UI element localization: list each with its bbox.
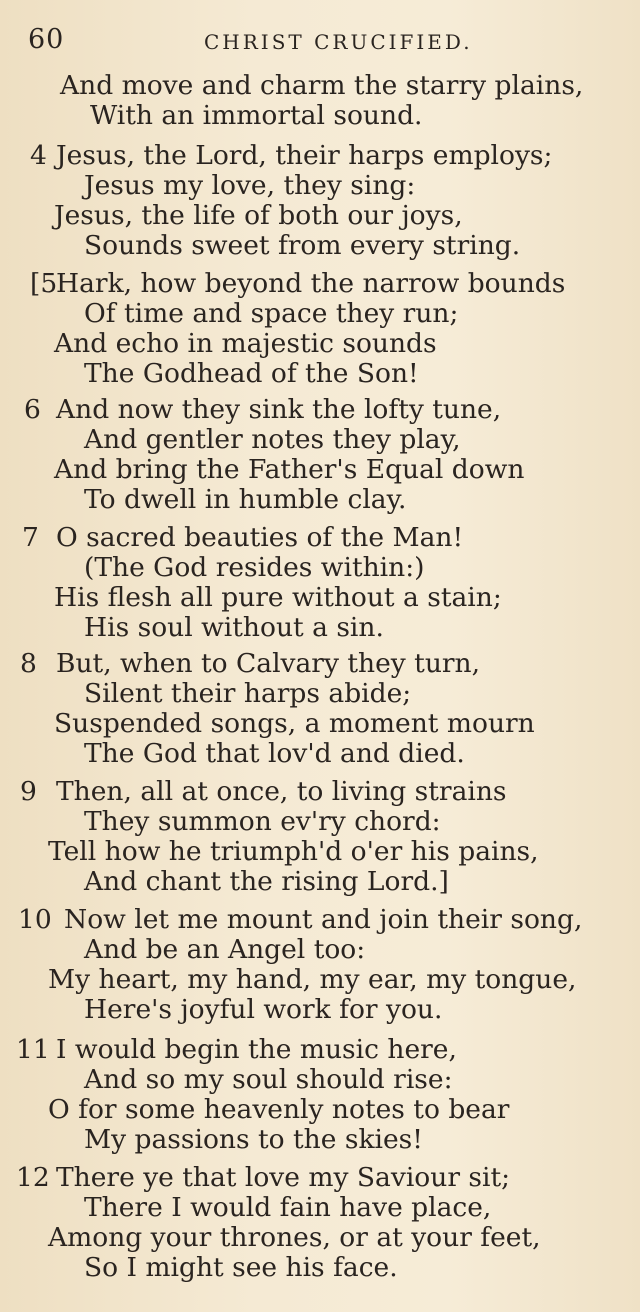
verse-line: Tell how he triumph'd o'er his pains, [48,836,539,867]
verse-line: And be an Angel too: [84,934,366,965]
verse-line: The Godhead of the Son! [84,358,419,389]
verse-line: And echo in majestic sounds [54,328,437,359]
verse-line: To dwell in humble clay. [84,484,407,515]
stanza-number: 9 [20,776,37,807]
stanza-number: 10 [18,904,52,935]
stanza-number: 4 [30,140,47,171]
verse-line: (The God resides within:) [84,552,425,583]
page-header [28,22,628,56]
verse-line: O sacred beauties of the Man! [56,522,464,553]
verse-line: His soul without a sin. [84,612,384,643]
page-number: 60 [28,24,65,55]
verse-line: My heart, my hand, my ear, my tongue, [48,964,577,995]
verse-line: Hark, how beyond the narrow bounds [56,268,566,299]
verse-line: His flesh all pure without a stain; [54,582,502,613]
stanza-number: 11 [16,1034,50,1065]
stanza-number: [5 [30,268,58,299]
verse-line: Jesus, the Lord, their harps employs; [56,140,553,171]
verse-line: There I would fain have place, [84,1192,492,1223]
verse-line: Of time and space they run; [84,298,459,329]
verse-line: And so my soul should rise: [84,1064,453,1095]
verse-line: Suspended songs, a moment mourn [54,708,535,739]
verse-line: I would begin the music here, [56,1034,457,1065]
stanza-number: 6 [24,394,41,425]
stanza-number: 8 [20,648,37,679]
verse-line: And chant the rising Lord.] [84,866,449,897]
verse-line: And gentler notes they play, [84,424,461,455]
verse-line: O for some heavenly notes to bear [48,1094,510,1125]
verse-line: Silent their harps abide; [84,678,412,709]
verse-line: Here's joyful work for you. [84,994,443,1025]
verse-line: Now let me mount and join their song, [64,904,583,935]
verse-line: Sounds sweet from every string. [84,230,521,261]
verse-line: With an immortal sound. [90,100,423,131]
verse-line: The God that lov'd and died. [84,738,465,769]
verse-line: They summon ev'ry chord: [84,806,441,837]
stanza-number: 7 [22,522,39,553]
verse-line: And now they sink the lofty tune, [56,394,502,425]
verse-line: And move and charm the starry plains, [60,70,584,101]
verse-line: Among your thrones, or at your feet, [48,1222,541,1253]
verse-line: Jesus my love, they sing: [84,170,416,201]
stanza-number: 12 [16,1162,50,1193]
verse-line: So I might see his face. [84,1252,398,1283]
running-title: CHRIST CRUCIFIED. [204,30,473,54]
verse-line: My passions to the skies! [84,1124,423,1155]
verse-line: There ye that love my Saviour sit; [56,1162,511,1193]
verse-line: But, when to Calvary they turn, [56,648,481,679]
verse-line: Jesus, the life of both our joys, [54,200,463,231]
verse-line: And bring the Father's Equal down [54,454,525,485]
verse-line: Then, all at once, to living strains [56,776,507,807]
